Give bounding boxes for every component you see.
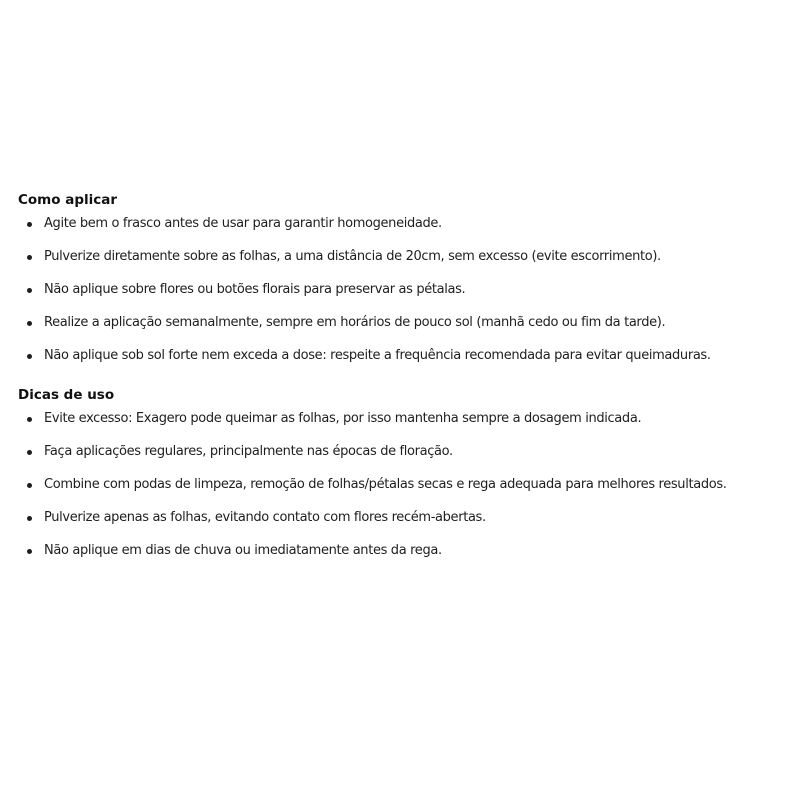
list-item-text: Combine com podas de limpeza, remoção de folhas/pétalas secas e rega adequada para melhores resultados.	[44, 477, 727, 492]
list-item-text: Faça aplicações regulares, principalmente nas épocas de floração.	[44, 444, 453, 459]
bullet-icon	[27, 549, 32, 554]
list-item-text: Não aplique sob sol forte nem exceda a dose: respeite a frequência recomendada para evitar queimaduras.	[44, 348, 711, 363]
bullet-icon	[27, 255, 32, 260]
list-item-text: Evite excesso: Exagero pode queimar as folhas, por isso mantenha sempre a dosagem indicada.	[44, 411, 642, 426]
section-heading: Dicas de uso	[18, 387, 115, 403]
list-item-text: Não aplique sobre flores ou botões florais para preservar as pétalas.	[44, 282, 466, 297]
bullet-icon	[27, 417, 32, 422]
list-item-text: Pulverize diretamente sobre as folhas, a uma distância de 20cm, sem excesso (evite escorrimento).	[44, 249, 661, 264]
section-dicas-de-uso	[18, 385, 793, 561]
bullet-icon	[27, 450, 32, 455]
list-item	[18, 280, 793, 300]
list-item	[18, 313, 793, 333]
bullet-icon	[27, 222, 32, 227]
list-item	[18, 541, 793, 561]
section-heading: Como aplicar	[18, 192, 118, 208]
content-area	[18, 190, 793, 561]
list-item	[18, 346, 793, 366]
bullet-icon	[27, 483, 32, 488]
list-item-text: Pulverize apenas as folhas, evitando contato com flores recém-abertas.	[44, 510, 486, 525]
list-item	[18, 475, 793, 495]
bullet-list	[18, 214, 793, 366]
bullet-list	[18, 409, 793, 561]
list-item	[18, 214, 793, 234]
bullet-icon	[27, 321, 32, 326]
list-item	[18, 508, 793, 528]
list-item	[18, 409, 793, 429]
section-como-aplicar	[18, 190, 793, 366]
bullet-icon	[27, 354, 32, 359]
list-item-text: Agite bem o frasco antes de usar para garantir homogeneidade.	[44, 216, 442, 231]
list-item-text: Não aplique em dias de chuva ou imediatamente antes da rega.	[44, 543, 442, 558]
bullet-icon	[27, 288, 32, 293]
bullet-icon	[27, 516, 32, 521]
list-item	[18, 247, 793, 267]
list-item-text: Realize a aplicação semanalmente, sempre em horários de pouco sol (manhã cedo ou fim da tarde).	[44, 315, 666, 330]
list-item	[18, 442, 793, 462]
